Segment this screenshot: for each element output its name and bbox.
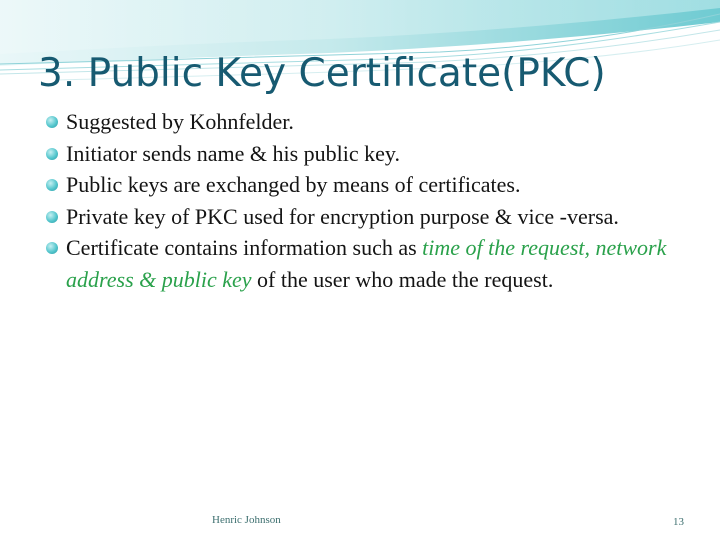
bullet-item: [46, 138, 686, 170]
bullet-text: of the user who made the request.: [251, 266, 554, 292]
bullet-dot-icon: [46, 148, 58, 160]
bullet-emphasis-text: time of the request, network address & public key: [66, 235, 667, 292]
bullet-text: Public keys are exchanged by means of certificates.: [66, 172, 521, 197]
page-number: 13: [673, 516, 684, 528]
bullet-item: [46, 201, 686, 233]
slide-title: 3. Public Key Certificate(PKC): [38, 51, 606, 96]
bullet-item: [46, 106, 686, 138]
bullet-item: [46, 169, 686, 201]
bullet-list: [46, 106, 686, 295]
bullet-text: Suggested by Kohnfelder.: [66, 109, 294, 134]
bullet-dot-icon: [46, 242, 58, 254]
bullet-text: Certificate contains information such as: [66, 235, 423, 260]
bullet-text: Private key of PKC used for encryption purpose & vice -versa.: [66, 203, 619, 229]
bullet-dot-icon: [46, 179, 58, 191]
footer-author: Henric Johnson: [212, 514, 281, 526]
bullet-dot-icon: [46, 116, 58, 128]
bullet-text: Initiator sends name & his public key.: [66, 140, 401, 166]
bullet-item: [46, 232, 686, 295]
bullet-dot-icon: [46, 211, 58, 223]
